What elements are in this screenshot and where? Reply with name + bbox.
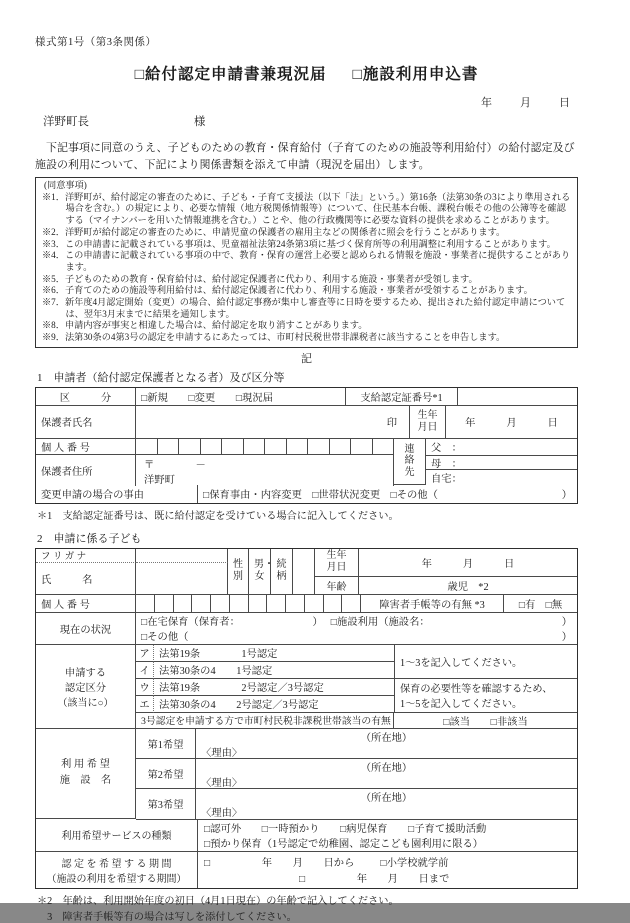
address-town-prefill: 洋野町 — [144, 474, 175, 486]
consent-item: ※9．法第30条の4第3号の認定を申請するにあたっては、市町村民税世帯非課税者に該当することを申告します。 — [42, 332, 506, 343]
consent-item: ※3．この申請書に記載されている事項は、児童福祉法第24条第3項に基づく保育所等の利用調整に利用することがあります。 — [42, 238, 556, 249]
category-row-key[interactable]: イ — [136, 662, 154, 679]
footnote-2: ＊2 年齢は、利用開始年度の初日（4月1日現在）の年齢で記入してください。 — [37, 895, 399, 907]
period-to-field[interactable]: □ 年 月 日まで — [299, 874, 450, 886]
digit-cell[interactable] — [264, 439, 286, 454]
digit-cell[interactable] — [200, 439, 222, 454]
consent-item: ※2．洋野町が給付認定の審査のために、申請児童の保護者の雇用主などの関係者に照会を行うことがあります。 — [42, 226, 506, 237]
footnote-1: ＊1 支給認定証番号は、既に給付認定を受けている場合に記入してください。 — [37, 510, 399, 522]
contact-label: 連絡先 — [394, 439, 426, 485]
consent-item: ※7．新年度4月認定開始（変更）の場合、給付認定事務が集中し審査等に日時を要するため、提出された給付認定申請については、翌年3月末までに結果を通知します。 — [42, 296, 566, 319]
wish-1-label: 第1希望 — [136, 729, 196, 759]
wish-2-field[interactable] — [196, 759, 577, 789]
category-row-key[interactable]: ア — [136, 645, 154, 662]
title-checkbox-facility-application[interactable]: □施設利用申込書 — [352, 66, 479, 83]
paren-close: ） — [561, 490, 572, 502]
sex-options[interactable]: 男・女 — [249, 549, 271, 595]
title-checkbox-benefit-application[interactable]: □給付認定申請書兼現況届 — [134, 66, 327, 83]
category-row-text[interactable]: 法第30条の4 2号認定／3号認定 — [154, 696, 394, 713]
consent-title: (同意事項) — [44, 180, 87, 191]
addressee-line — [35, 113, 578, 129]
desired-facility-label: 利 用 希 望 施 設 名 — [36, 729, 136, 819]
wish-1-field[interactable] — [196, 729, 577, 759]
section2-heading: 2 申請に係る子ども — [37, 532, 142, 545]
digit-cell[interactable] — [248, 595, 267, 612]
status-other-option[interactable]: □その他（ — [141, 632, 189, 644]
disability-options[interactable]: □有 □無 — [504, 595, 577, 613]
location-label: （所在地） — [360, 762, 413, 774]
certification-category-label: 申請する 認定区分 （該当に○） — [36, 645, 136, 729]
form-title — [35, 62, 578, 84]
guardian-mynumber-label: 個 人 番 号 — [36, 439, 136, 455]
digit-cell[interactable] — [243, 439, 265, 454]
tax-exempt-options[interactable]: □該当 □非該当 — [394, 713, 577, 729]
tax-exempt-label: 3号認定を申請する方で市町村民税非課税世帯該当の有無 — [136, 713, 394, 729]
digit-cell[interactable] — [285, 595, 304, 612]
digit-cell[interactable] — [372, 439, 394, 454]
reason-label: 〈理由〉 — [201, 807, 243, 819]
wish-3-field[interactable] — [196, 789, 577, 820]
wish-2-label: 第2希望 — [136, 759, 196, 789]
guardian-birthdate-label: 生年月日 — [410, 406, 446, 439]
service-type-label: 利用希望サービスの種類 — [36, 819, 198, 852]
service-options-line1[interactable]: □認可外 □一時預かり □病児保育 □子育て援助活動 — [204, 823, 487, 835]
guardian-birthdate-field[interactable]: 年 月 日 — [446, 406, 577, 439]
consent-item: ※4．この申請書に記載されている事項の中で、教育・保育の運営上必要と認められる情報を施設・事業者に提供することがあります。 — [42, 250, 571, 272]
intro-text: 下記事項に同意のうえ、子どものための教育・保育給付（子育てのための施設等利用給付）の給付認定及び施設の利用について、下記により関係書類を添えて申請（現況を届出）します。 — [35, 142, 575, 172]
digit-cell[interactable] — [229, 595, 248, 612]
child-birthdate-field[interactable]: 年 月 日 — [359, 549, 577, 577]
category-row-key[interactable]: エ — [136, 696, 154, 713]
digit-cell[interactable] — [191, 595, 210, 612]
child-mynumber-cells — [136, 595, 361, 613]
digit-cell[interactable] — [136, 595, 154, 612]
consent-item: ※8．申請内容が事実と相違した場合は、給付認定を取り消すことがあります。 — [42, 320, 368, 331]
digit-cell[interactable] — [341, 595, 360, 612]
child-table — [35, 548, 578, 889]
addressee-mayor: 洋野町長 — [43, 116, 89, 128]
disability-certificate-label: 障害者手帳等の有無 *3 — [361, 595, 504, 613]
location-label: （所在地） — [360, 732, 413, 744]
age-label: 年齢 — [315, 577, 359, 595]
digit-cell[interactable] — [329, 439, 351, 454]
digit-cell[interactable] — [136, 439, 157, 454]
form-code: 様式第1号（第3条関係） — [35, 37, 157, 48]
addressee-honorific: 様 — [193, 116, 206, 128]
wish-3-label: 第3希望 — [136, 789, 196, 820]
category-note-top: 1～3を記入してください。 — [394, 645, 577, 679]
digit-cell[interactable] — [350, 439, 372, 454]
category-row-text[interactable]: 法第19条 1号認定 — [154, 645, 394, 662]
contact-mother-field[interactable]: 母 ： — [426, 456, 577, 470]
child-name-field[interactable] — [136, 563, 228, 595]
change-reason-label: 変更申請の場合の事由 — [36, 485, 198, 503]
contact-father-field[interactable]: 父 ： — [426, 439, 577, 456]
category-note-bottom: 保育の必要性等を確認するため、 1～5を記入してください。 — [394, 679, 577, 713]
consent-item: ※6．子育てのための施設等利用給付は、給付認定保護者に代わり、利用する施設・事業者が受領することがあります。 — [42, 285, 533, 296]
status-facility-option[interactable]: □施設利用（施設名： — [330, 617, 430, 629]
certificate-number-field[interactable] — [458, 388, 577, 406]
digit-cell[interactable] — [154, 595, 173, 612]
reason-label: 〈理由〉 — [201, 747, 243, 759]
digit-cell[interactable] — [157, 439, 179, 454]
guardian-name-label: 保護者氏名 — [36, 406, 136, 439]
category-options[interactable]: □新規 □変更 □現況届 — [136, 388, 346, 406]
desired-period-fields — [198, 852, 577, 888]
paren-close: ） — [561, 617, 572, 629]
change-reason-options[interactable]: □保育事由・内容変更 □世帯状況変更 □その他（ ） — [198, 485, 577, 503]
footnote-3: 3 障害者手帳等有の場合は写しを添付してください。 — [37, 911, 297, 923]
current-status-label: 現在の状況 — [36, 613, 136, 645]
period-from-field[interactable]: □ 年 月 日から — [204, 858, 355, 870]
service-options-line2[interactable]: □預かり保育（1号認定で幼稚園、認定こども園利用に限る） — [204, 838, 484, 850]
status-home-care-option[interactable]: □在宅保育（保育者： — [141, 617, 240, 629]
current-status-options — [136, 613, 577, 645]
furigana-label: フ リ ガ ナ — [36, 549, 136, 563]
child-birthdate-label: 生年月日 — [315, 549, 359, 577]
period-preschool-option[interactable]: □小学校就学前 — [380, 858, 449, 870]
age-field[interactable]: 歳児 *2 — [359, 577, 577, 595]
digit-cell[interactable] — [307, 439, 329, 454]
furigana-field[interactable] — [136, 549, 228, 563]
paren-close: ） — [312, 617, 323, 629]
child-name-label: 氏 名 — [36, 563, 136, 595]
digit-cell[interactable] — [178, 439, 200, 454]
relation-field[interactable] — [293, 549, 315, 595]
contact-home-field[interactable]: 自宅： — [431, 473, 462, 485]
guardian-mynumber-cells — [136, 439, 394, 455]
desired-period-label: 認 定 を 希 望 す る 期 間 （施設の利用を希望する期間） — [36, 852, 198, 888]
digit-cell[interactable] — [323, 595, 342, 612]
postal-code-field[interactable]: 〒 － — [144, 459, 206, 471]
guardian-name-field[interactable] — [136, 406, 410, 439]
guardian-address-field[interactable] — [136, 455, 394, 486]
paren-close: ） — [561, 632, 572, 644]
reason-label: 〈理由〉 — [201, 777, 243, 789]
consent-box — [35, 177, 578, 348]
digit-cell[interactable] — [210, 595, 229, 612]
category-row-key[interactable]: ウ — [136, 679, 154, 696]
section1-heading: 1 申請者（給付認定保護者となる者）及び区分等 — [37, 371, 285, 384]
consent-item: ※5．子どものための教育・保育給付は、給付認定保護者に代わり、利用する施設・事業者が受領します。 — [42, 273, 478, 284]
guardian-address-label: 保護者住所 — [36, 455, 136, 486]
digit-cell[interactable] — [266, 595, 285, 612]
sex-label: 性別 — [228, 549, 249, 595]
service-type-options — [198, 819, 577, 852]
category-row-text[interactable]: 法第30条の4 1号認定 — [154, 662, 394, 679]
digit-cell[interactable] — [173, 595, 192, 612]
location-label: （所在地） — [360, 792, 413, 804]
category-row-text[interactable]: 法第19条 2号認定／3号認定 — [154, 679, 394, 696]
ki-marker: 記 — [301, 352, 312, 365]
applicant-table — [35, 387, 578, 504]
digit-cell[interactable] — [221, 439, 243, 454]
consent-item: ※1．洋野町が、給付認定の審査のために、子ども・子育て支援法（以下「法」という。）第16条（法第30条の3により準用される場合を含む。）の規定により、必要な情報（地方税関係情報等）について、住民基本台帳、課税台帳その他の公簿等を確認する（マイナンバーを用いた情報連携を含む。）ことや、他の行政機関等に必要な資料の提供を求めることがあります。 — [42, 191, 571, 226]
seal-mark: 印 — [386, 418, 397, 430]
digit-cell[interactable] — [304, 595, 323, 612]
certificate-number-label: 支給認定証番号*1 — [346, 388, 458, 406]
application-date-field[interactable]: 年 月 日 — [481, 97, 572, 109]
category-label: 区 分 — [36, 388, 136, 406]
digit-cell[interactable] — [286, 439, 308, 454]
relation-label: 続柄 — [271, 549, 293, 595]
child-mynumber-label: 個 人 番 号 — [36, 595, 136, 613]
